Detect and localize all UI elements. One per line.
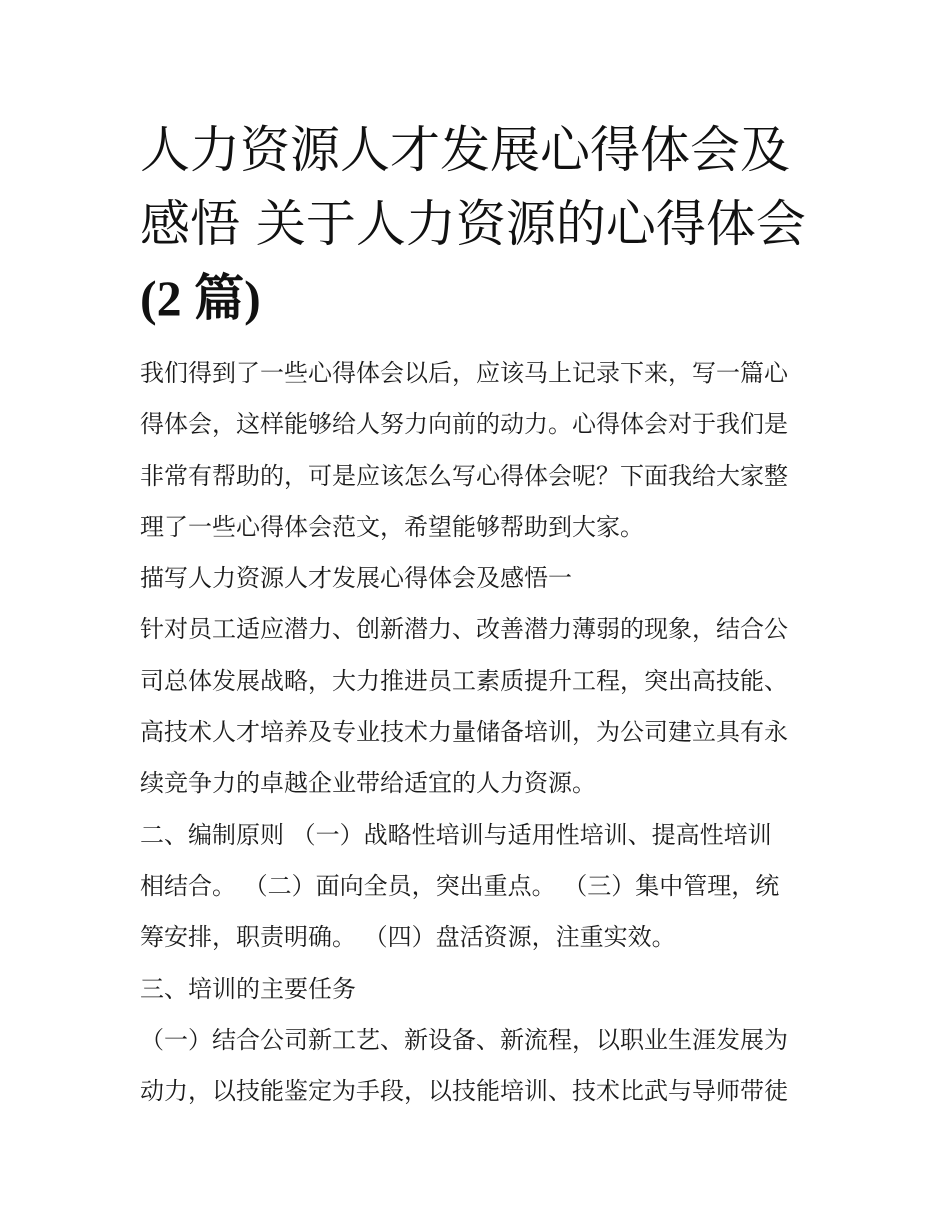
text-line: （一）结合公司新工艺、新设备、新流程，以职业生涯发展为 [140, 1025, 788, 1054]
text-line: 二、编制原则 （一）战略性培训与适用性培训、提高性培训 [140, 820, 772, 849]
document-title [140, 113, 820, 335]
title-line-3: (2 篇) [140, 270, 261, 326]
text-line: 得体会，这样能够给人努力向前的动力。心得体会对于我们是 [140, 410, 788, 439]
text-line: 描写人力资源人才发展心得体会及感悟一 [140, 564, 572, 593]
principles-paragraph [140, 810, 820, 964]
title-line-2: 感悟 关于人力资源的心得体会 [140, 195, 806, 253]
section-heading-3 [140, 964, 820, 1015]
text-line: 我们得到了一些心得体会以后，应该马上记录下来，写一篇心 [140, 359, 788, 387]
text-line: 三、培训的主要任务 [140, 974, 356, 1003]
text-line: 筹安排，职责明确。 （四）盘活资源，注重实效。 [140, 923, 676, 952]
text-line: 非常有帮助的，可是应该怎么写心得体会呢？下面我给大家整 [140, 461, 788, 490]
text-line: 续竞争力的卓越企业带给适宜的人力资源。 [140, 769, 596, 798]
text-line: 司总体发展战略，大力推进员工素质提升工程，突出高技能、 [140, 666, 788, 695]
text-line: 动力，以技能鉴定为手段，以技能培训、技术比武与导师带徒 [140, 1077, 788, 1106]
intro-paragraph [140, 348, 820, 553]
section-heading-1 [140, 553, 820, 604]
text-line: 理了一些心得体会范文，希望能够帮助到大家。 [140, 512, 644, 541]
text-line: 针对员工适应潜力、创新潜力、改善潜力薄弱的现象，结合公 [140, 615, 788, 644]
text-line: 高技术人才培养及专业技术力量储备培训，为公司建立具有永 [140, 718, 788, 747]
title-line-1: 人力资源人才发展心得体会及 [140, 121, 790, 179]
tasks-paragraph [140, 1015, 820, 1118]
body-paragraph-1 [140, 604, 820, 809]
document-body [140, 113, 820, 1117]
text-line: 相结合。 （二）面向全员，突出重点。 （三）集中管理，统 [140, 871, 780, 900]
